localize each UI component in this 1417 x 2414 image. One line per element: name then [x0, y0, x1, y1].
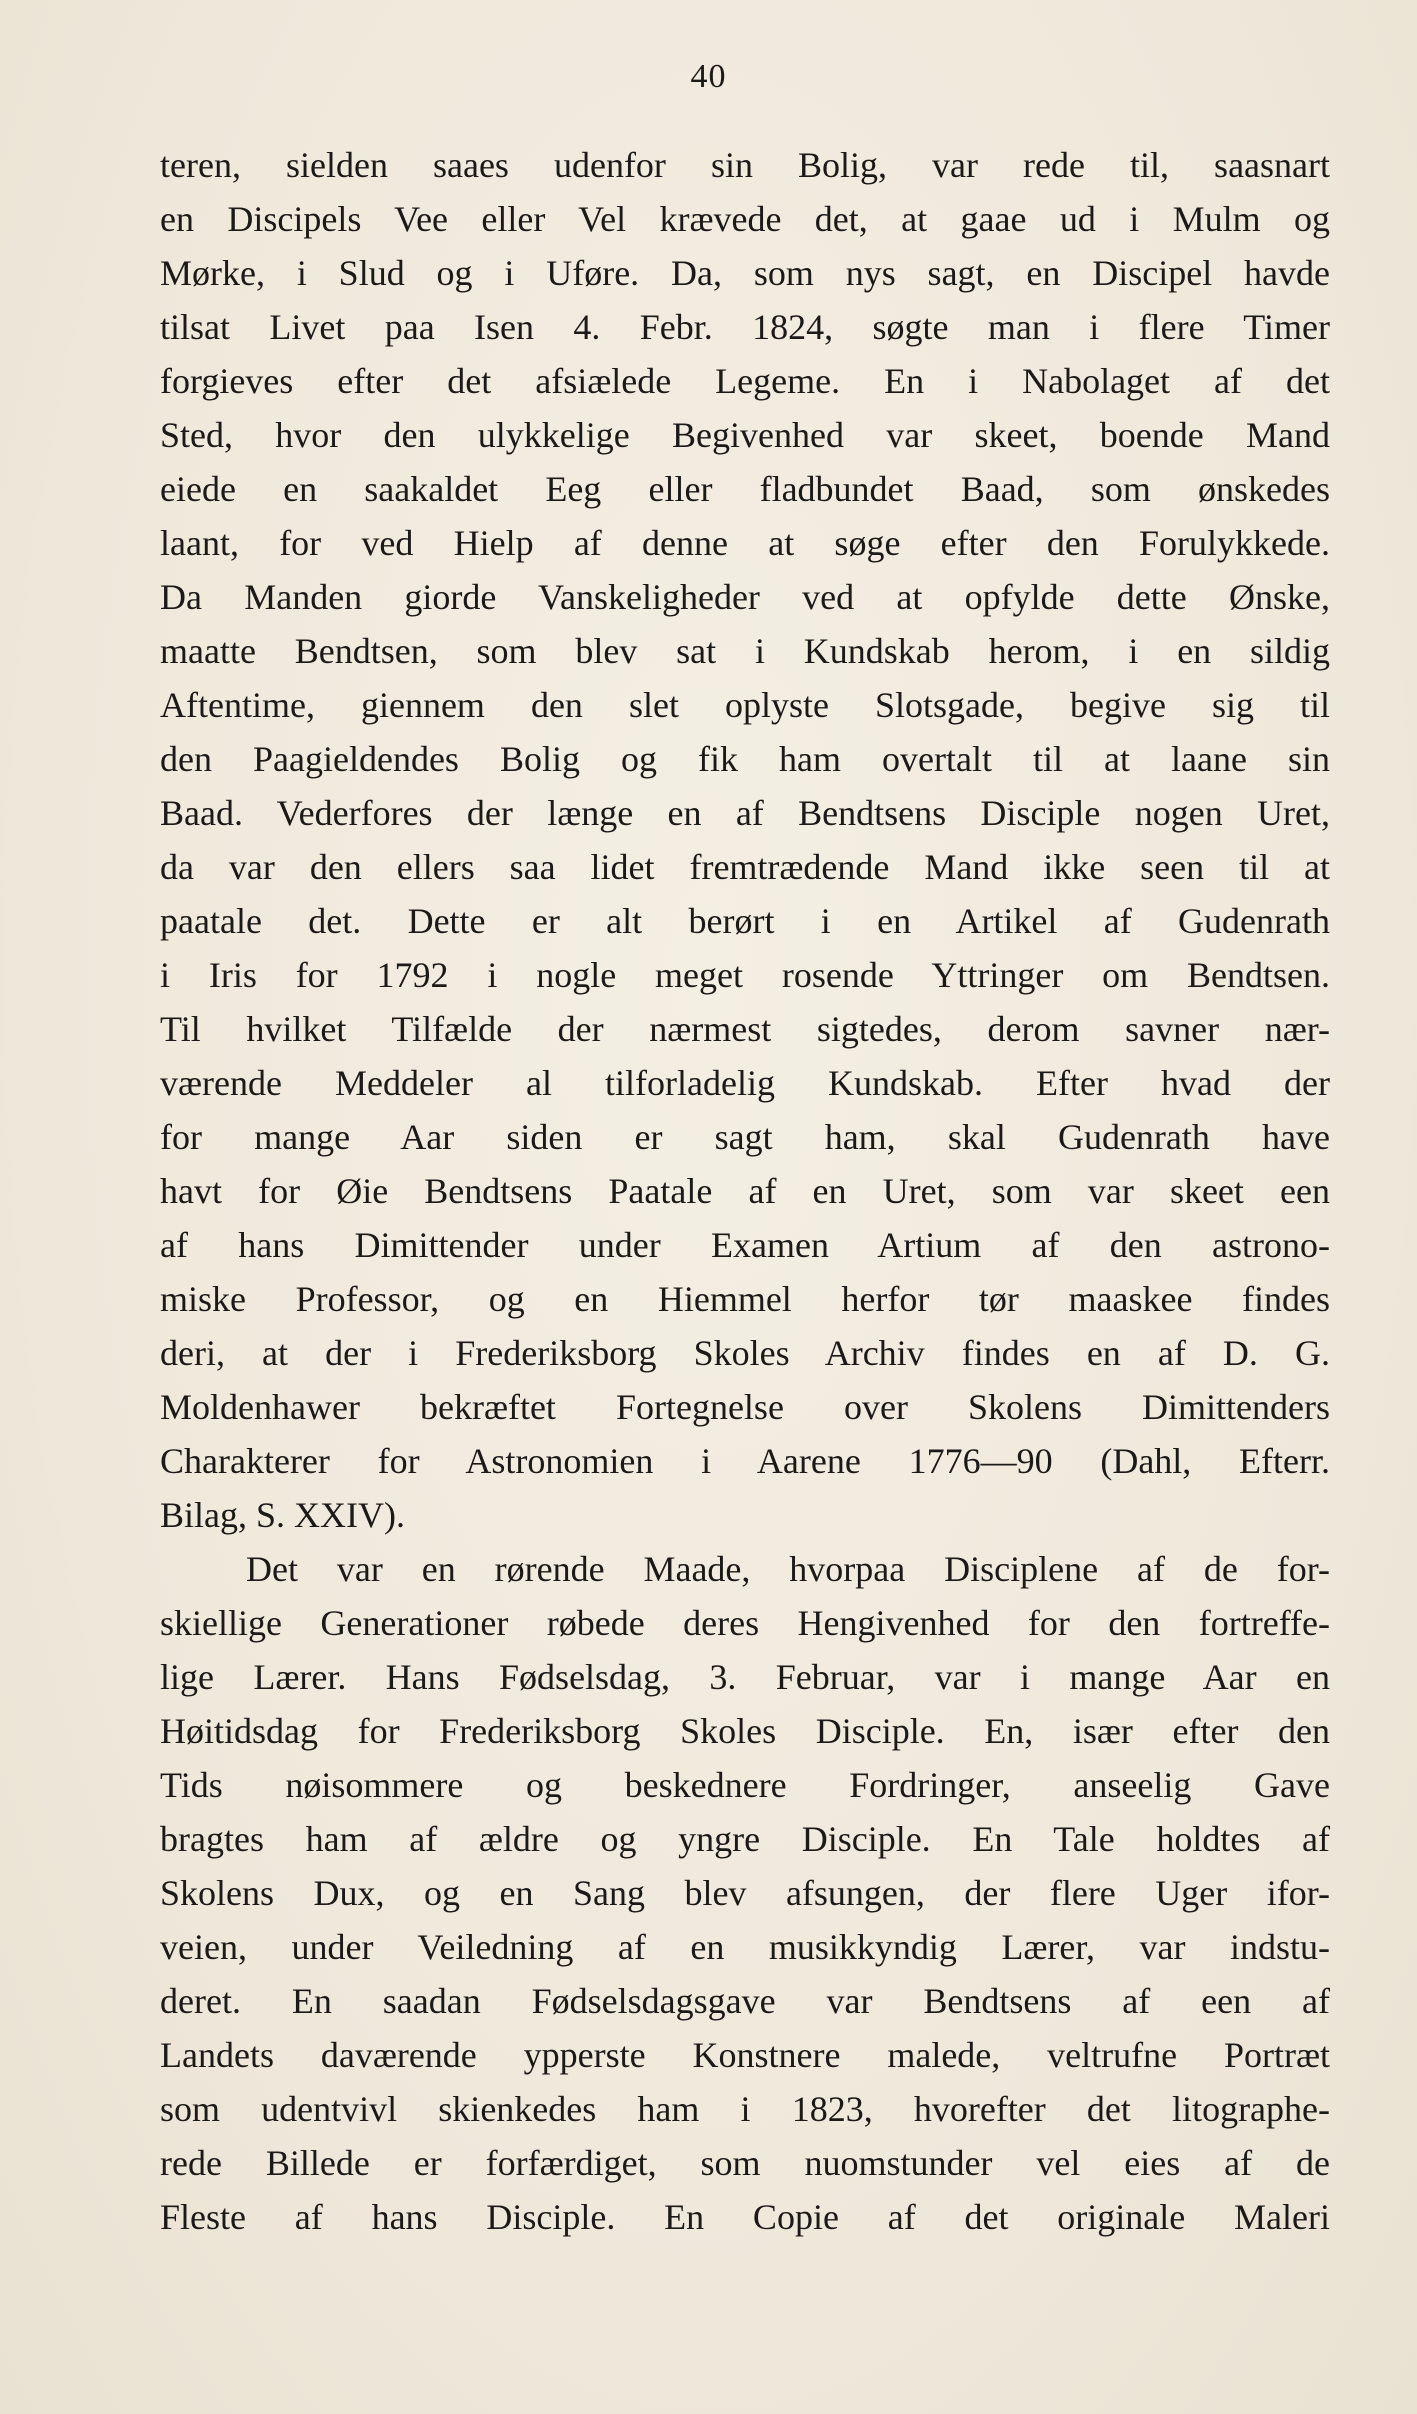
text-line: Aftentime, giennem den slet oplyste Slotsgade, begive sig til: [160, 685, 1330, 725]
text-line: Tids nøisommere og beskednere Fordringer, anseelig Gave: [160, 1765, 1330, 1805]
text-line: Da Manden giorde Vanskeligheder ved at opfylde dette Ønske,: [160, 577, 1330, 617]
text-line: Skolens Dux, og en Sang blev afsungen, der flere Uger ifor-: [160, 1873, 1330, 1913]
text-line: Baad. Vederfores der længe en af Bendtsens Disciple nogen Uret,: [160, 793, 1330, 833]
text-line: Til hvilket Tilfælde der nærmest sigtedes, derom savner nær-: [160, 1009, 1330, 1049]
text-line-paragraph-start: Det var en rørende Maade, hvorpaa Disciplene af de for-: [246, 1549, 1330, 1589]
text-line: paatale det. Dette er alt berørt i en Artikel af Gudenrath: [160, 901, 1330, 941]
text-line: lige Lærer. Hans Fødselsdag, 3. Februar, var i mange Aar en: [160, 1657, 1330, 1697]
text-line-paragraph-end: Bilag, S. XXIV).: [160, 1495, 405, 1535]
text-line: miske Professor, og en Hiemmel herfor tør maaskee findes: [160, 1279, 1330, 1319]
text-line: rede Billede er forfærdiget, som nuomstunder vel eies af de: [160, 2143, 1330, 2183]
text-line: i Iris for 1792 i nogle meget rosende Yttringer om Bendtsen.: [160, 955, 1330, 995]
text-line: forgieves efter det afsiælede Legeme. En i Nabolaget af det: [160, 361, 1330, 401]
text-line: maatte Bendtsen, som blev sat i Kundskab herom, i en sildig: [160, 631, 1330, 671]
text-line: bragtes ham af ældre og yngre Disciple. En Tale holdtes af: [160, 1819, 1330, 1859]
text-line: tilsat Livet paa Isen 4. Febr. 1824, søgte man i flere Timer: [160, 307, 1330, 347]
page-number: 40: [690, 58, 727, 95]
text-line: Landets daværende ypperste Konstnere malede, veltrufne Portræt: [160, 2035, 1330, 2075]
text-line: deret. En saadan Fødselsdagsgave var Bendtsens af een af: [160, 1981, 1330, 2021]
text-line: som udentvivl skienkedes ham i 1823, hvorefter det litographe-: [160, 2089, 1330, 2129]
text-line: teren, sielden saaes udenfor sin Bolig, var rede til, saasnart: [160, 145, 1330, 185]
text-line: deri, at der i Frederiksborg Skoles Archiv findes en af D. G.: [160, 1333, 1330, 1373]
text-line: Sted, hvor den ulykkelige Begivenhed var skeet, boende Mand: [160, 415, 1330, 455]
text-line: værende Meddeler al tilforladelig Kundskab. Efter hvad der: [160, 1063, 1330, 1103]
text-line: en Discipels Vee eller Vel krævede det, at gaae ud i Mulm og: [160, 199, 1330, 239]
text-line: laant, for ved Hielp af denne at søge efter den Forulykkede.: [160, 523, 1330, 563]
text-line: veien, under Veiledning af en musikkyndig Lærer, var indstu-: [160, 1927, 1330, 1967]
text-line: den Paagieldendes Bolig og fik ham overtalt til at laane sin: [160, 739, 1330, 779]
text-line: skiellige Generationer røbede deres Hengivenhed for den fortreffe-: [160, 1603, 1330, 1643]
text-line: Høitidsdag for Frederiksborg Skoles Disciple. En, især efter den: [160, 1711, 1330, 1751]
text-line: af hans Dimittender under Examen Artium af den astrono-: [160, 1225, 1330, 1265]
body-text: [160, 138, 1330, 2244]
text-line: Moldenhawer bekræftet Fortegnelse over Skolens Dimittenders: [160, 1387, 1330, 1427]
text-line: Mørke, i Slud og i Uføre. Da, som nys sagt, en Discipel havde: [160, 253, 1330, 293]
text-line: da var den ellers saa lidet fremtrædende Mand ikke seen til at: [160, 847, 1330, 887]
text-line: eiede en saakaldet Eeg eller fladbundet Baad, som ønskedes: [160, 469, 1330, 509]
text-line: Fleste af hans Disciple. En Copie af det originale Maleri: [160, 2197, 1330, 2237]
text-line: Charakterer for Astronomien i Aarene 1776—90 (Dahl, Efterr.: [160, 1441, 1330, 1481]
text-line: for mange Aar siden er sagt ham, skal Gudenrath have: [160, 1117, 1330, 1157]
text-line: havt for Øie Bendtsens Paatale af en Uret, som var skeet een: [160, 1171, 1330, 1211]
